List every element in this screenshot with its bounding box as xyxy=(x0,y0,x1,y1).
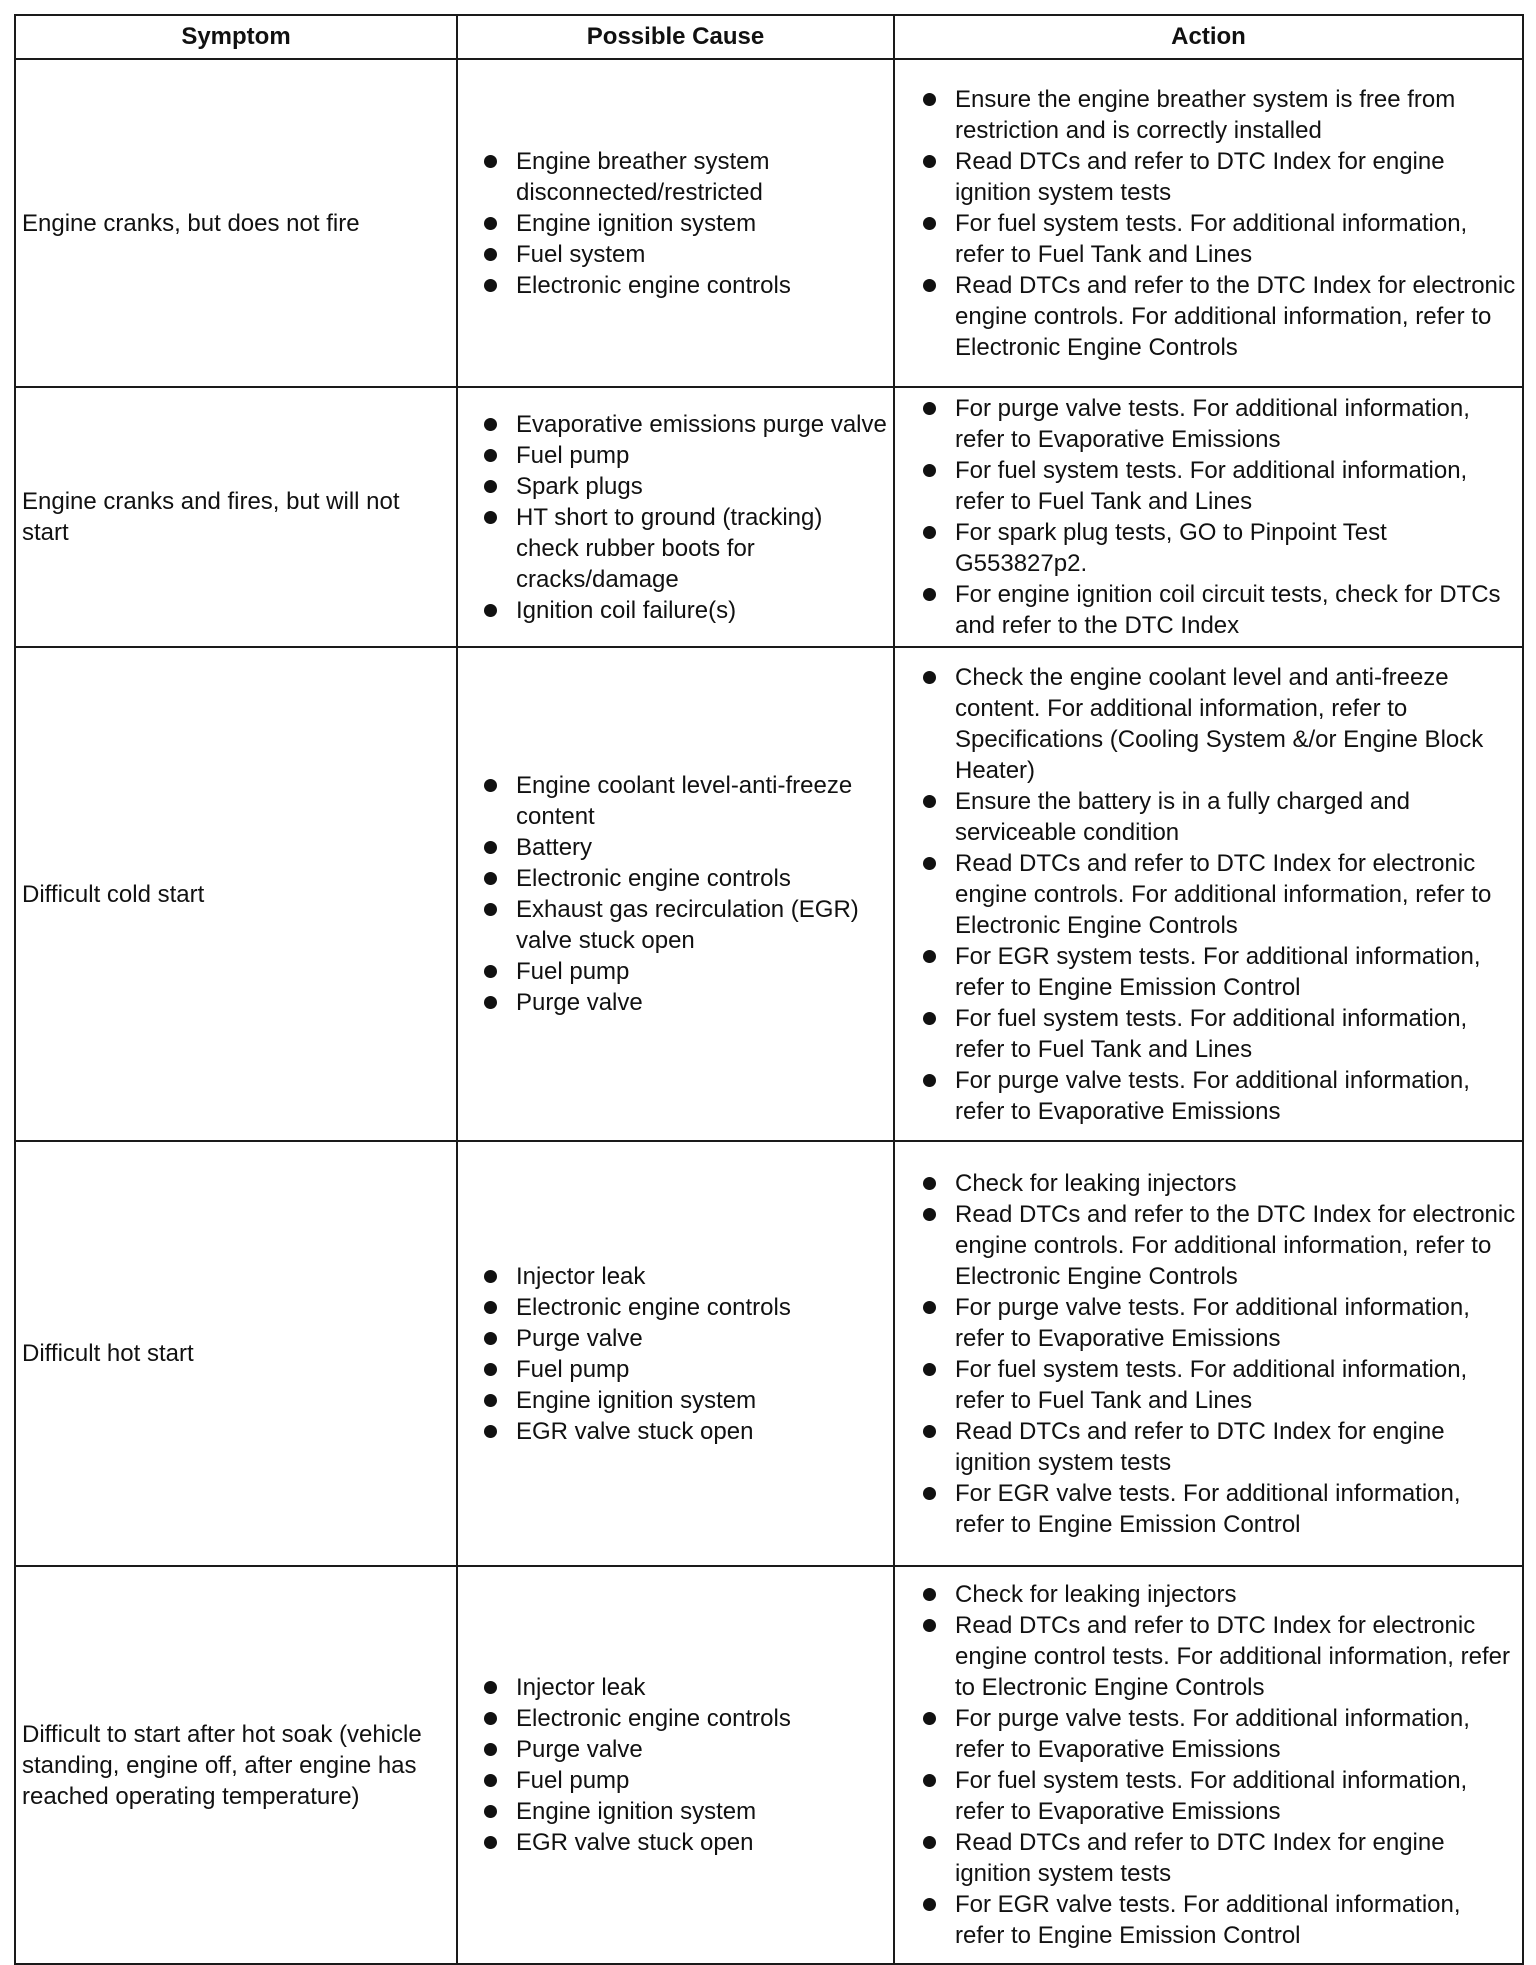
symptom-cell: Engine cranks and fires, but will not start xyxy=(15,387,457,647)
action-text: Read DTCs and refer to the DTC Index for electronic engine controls. For additional information, refer to Electronic Engine Controls xyxy=(955,1200,1516,1290)
action-text: For purge valve tests. For additional information, refer to Evaporative Emissions xyxy=(955,395,1470,453)
bullet-icon xyxy=(923,93,936,106)
action-cell xyxy=(894,1566,1523,1964)
action-text: Ensure the engine breather system is free from restriction and is correctly installed xyxy=(955,85,1456,144)
cause-cell xyxy=(457,1566,894,1964)
cause-text: Engine coolant level-anti-freeze content xyxy=(516,772,853,830)
bullet-icon xyxy=(923,1177,936,1190)
bullet-icon xyxy=(923,155,936,168)
bullet-icon xyxy=(923,1898,936,1911)
action-text: Read DTCs and refer to DTC Index for engine ignition system tests xyxy=(955,147,1445,206)
bullet-icon xyxy=(484,1425,497,1438)
cause-cell xyxy=(457,387,894,647)
bullet-icon xyxy=(484,1805,497,1818)
cause-text: Engine breather system disconnected/restricted xyxy=(516,147,770,206)
action-cell xyxy=(894,647,1523,1141)
cause-text: EGR valve stuck open xyxy=(516,1829,754,1856)
action-list xyxy=(901,393,1516,641)
table-row xyxy=(15,1141,1523,1566)
action-text: Check for leaking injectors xyxy=(955,1581,1237,1608)
cause-cell xyxy=(457,647,894,1141)
cause-text: Engine ignition system xyxy=(516,1386,757,1414)
bullet-icon xyxy=(923,1487,936,1500)
action-text: Ensure the battery is in a fully charged and serviceable condition xyxy=(955,787,1410,846)
action-list xyxy=(901,1579,1516,1951)
symptom-cell: Difficult to start after hot soak (vehicle standing, engine off, after engine has reached operating temperature) xyxy=(15,1566,457,1964)
bullet-icon xyxy=(923,1074,936,1087)
bullet-icon xyxy=(484,1774,497,1787)
cause-text: Purge valve xyxy=(516,1736,643,1763)
bullet-icon xyxy=(484,1332,497,1345)
cause-item xyxy=(464,1672,887,1703)
bullet-icon xyxy=(484,279,497,292)
cause-item xyxy=(464,894,887,956)
action-item xyxy=(901,662,1516,786)
cause-item xyxy=(464,956,887,987)
action-item xyxy=(901,1003,1516,1065)
cause-item xyxy=(464,1354,887,1385)
bullet-icon xyxy=(484,965,497,978)
action-cell xyxy=(894,1141,1523,1566)
cause-text: Spark plugs xyxy=(516,472,643,500)
action-cell xyxy=(894,59,1523,387)
cause-list xyxy=(464,409,887,626)
bullet-icon xyxy=(923,402,936,415)
cause-text: Fuel pump xyxy=(516,1767,630,1794)
action-list xyxy=(901,662,1516,1127)
bullet-icon xyxy=(923,279,936,292)
cause-item xyxy=(464,1416,887,1447)
cause-list xyxy=(464,770,887,1018)
cause-text: Engine ignition system xyxy=(516,1798,757,1825)
cause-item xyxy=(464,502,887,595)
cause-text: Exhaust gas recirculation (EGR) valve stuck open xyxy=(516,896,859,954)
action-item xyxy=(901,517,1516,579)
action-text: For purge valve tests. For additional information, refer to Evaporative Emissions xyxy=(955,1293,1470,1352)
bullet-icon xyxy=(484,1394,497,1407)
bullet-icon xyxy=(923,1012,936,1025)
table-row xyxy=(15,387,1523,647)
symptom-cell: Engine cranks, but does not fire xyxy=(15,59,457,387)
cause-text: Purge valve xyxy=(516,989,643,1016)
bullet-icon xyxy=(484,511,497,524)
action-text: For EGR system tests. For additional information, refer to Engine Emission Control xyxy=(955,942,1481,1001)
bullet-icon xyxy=(923,1425,936,1438)
cause-text: Fuel system xyxy=(516,240,646,268)
cause-item xyxy=(464,1765,887,1796)
action-item xyxy=(901,84,1516,146)
cause-text: Fuel pump xyxy=(516,1355,630,1383)
cause-item xyxy=(464,595,887,626)
action-cell xyxy=(894,387,1523,647)
bullet-icon xyxy=(923,588,936,601)
bullet-icon xyxy=(484,1363,497,1376)
cause-item xyxy=(464,1385,887,1416)
action-item xyxy=(901,1827,1516,1889)
cause-item xyxy=(464,471,887,502)
cause-item xyxy=(464,1292,887,1323)
cause-item xyxy=(464,409,887,440)
bullet-icon xyxy=(923,857,936,870)
cause-cell xyxy=(457,59,894,387)
action-item xyxy=(901,1765,1516,1827)
bullet-icon xyxy=(484,779,497,792)
action-text: For purge valve tests. For additional information, refer to Evaporative Emissions xyxy=(955,1066,1470,1125)
action-item xyxy=(901,579,1516,641)
cause-item xyxy=(464,208,887,239)
header-symptom: Symptom xyxy=(15,15,457,59)
action-text: For fuel system tests. For additional information, refer to Evaporative Emissions xyxy=(955,1767,1468,1825)
bullet-icon xyxy=(923,1363,936,1376)
action-list xyxy=(901,1168,1516,1540)
symptom-cell: Difficult cold start xyxy=(15,647,457,1141)
header-action: Action xyxy=(894,15,1523,59)
cause-text: Electronic engine controls xyxy=(516,271,791,299)
action-item xyxy=(901,1579,1516,1610)
cause-item xyxy=(464,1323,887,1354)
symptom-cell: Difficult hot start xyxy=(15,1141,457,1566)
action-text: Read DTCs and refer to DTC Index for electronic engine controls. For additional information, refer to Electronic Engine Controls xyxy=(955,849,1492,939)
action-text: For engine ignition coil circuit tests, check for DTCs and refer to the DTC Index xyxy=(955,581,1501,639)
cause-text: Fuel pump xyxy=(516,441,630,469)
action-text: For spark plug tests, GO to Pinpoint Test G553827p2. xyxy=(955,519,1387,577)
bullet-icon xyxy=(923,1208,936,1221)
header-row xyxy=(15,15,1523,59)
bullet-icon xyxy=(484,604,497,617)
bullet-icon xyxy=(484,449,497,462)
cause-text: EGR valve stuck open xyxy=(516,1417,754,1445)
bullet-icon xyxy=(923,1301,936,1314)
action-item xyxy=(901,455,1516,517)
action-list xyxy=(901,84,1516,363)
action-item xyxy=(901,146,1516,208)
bullet-icon xyxy=(484,1301,497,1314)
action-item xyxy=(901,786,1516,848)
cause-item xyxy=(464,770,887,832)
cause-text: Injector leak xyxy=(516,1262,646,1290)
cause-text: HT short to ground (tracking) check rubber boots for cracks/damage xyxy=(516,503,823,593)
action-item xyxy=(901,1065,1516,1127)
header-possible-cause: Possible Cause xyxy=(457,15,894,59)
cause-item xyxy=(464,832,887,863)
action-item xyxy=(901,941,1516,1003)
cause-item xyxy=(464,1827,887,1858)
action-item xyxy=(901,1610,1516,1703)
bullet-icon xyxy=(923,526,936,539)
cause-item xyxy=(464,239,887,270)
cause-item xyxy=(464,440,887,471)
table-row xyxy=(15,59,1523,387)
bullet-icon xyxy=(923,464,936,477)
action-text: Read DTCs and refer to DTC Index for electronic engine control tests. For additional information, refer to Electronic Engine Controls xyxy=(955,1612,1510,1701)
action-text: For fuel system tests. For additional information, refer to Fuel Tank and Lines xyxy=(955,1004,1468,1063)
cause-cell xyxy=(457,1141,894,1566)
cause-text: Electronic engine controls xyxy=(516,1705,791,1732)
bullet-icon xyxy=(923,1619,936,1632)
cause-item xyxy=(464,1796,887,1827)
table-row xyxy=(15,647,1523,1141)
bullet-icon xyxy=(484,480,497,493)
cause-item xyxy=(464,146,887,208)
action-text: Read DTCs and refer to DTC Index for engine ignition system tests xyxy=(955,1417,1445,1476)
action-item xyxy=(901,1703,1516,1765)
bullet-icon xyxy=(484,1836,497,1849)
bullet-icon xyxy=(484,248,497,261)
bullet-icon xyxy=(484,1270,497,1283)
action-item xyxy=(901,1889,1516,1951)
action-text: Read DTCs and refer to the DTC Index for electronic engine controls. For additional information, refer to Electronic Engine Controls xyxy=(955,271,1516,361)
action-text: Check the engine coolant level and anti-freeze content. For additional information, refer to Specifications (Cooling System &/or Engine Block Heater) xyxy=(955,663,1484,784)
action-text: For EGR valve tests. For additional information, refer to Engine Emission Control xyxy=(955,1479,1461,1538)
action-text: For purge valve tests. For additional information, refer to Evaporative Emissions xyxy=(955,1705,1470,1763)
bullet-icon xyxy=(923,217,936,230)
cause-list xyxy=(464,1672,887,1858)
bullet-icon xyxy=(923,671,936,684)
cause-item xyxy=(464,987,887,1018)
diagnosis-table xyxy=(14,14,1524,1965)
bullet-icon xyxy=(484,1712,497,1725)
bullet-icon xyxy=(923,950,936,963)
cause-text: Electronic engine controls xyxy=(516,1293,791,1321)
cause-text: Engine ignition system xyxy=(516,209,757,237)
bullet-icon xyxy=(484,903,497,916)
bullet-icon xyxy=(484,872,497,885)
bullet-icon xyxy=(923,1774,936,1787)
action-item xyxy=(901,1292,1516,1354)
action-item xyxy=(901,1168,1516,1199)
cause-list xyxy=(464,1261,887,1447)
bullet-icon xyxy=(484,1681,497,1694)
table-row xyxy=(15,1566,1523,1964)
bullet-icon xyxy=(484,841,497,854)
action-text: For fuel system tests. For additional information, refer to Fuel Tank and Lines xyxy=(955,209,1468,268)
cause-text: Ignition coil failure(s) xyxy=(516,596,737,624)
action-text: For EGR valve tests. For additional information, refer to Engine Emission Control xyxy=(955,1891,1461,1949)
bullet-icon xyxy=(484,155,497,168)
action-text: For fuel system tests. For additional information, refer to Fuel Tank and Lines xyxy=(955,457,1468,515)
cause-text: Purge valve xyxy=(516,1324,643,1352)
bullet-icon xyxy=(484,996,497,1009)
action-item xyxy=(901,1416,1516,1478)
cause-text: Fuel pump xyxy=(516,958,630,985)
action-item xyxy=(901,1478,1516,1540)
cause-text: Evaporative emissions purge valve xyxy=(516,410,887,438)
bullet-icon xyxy=(484,1743,497,1756)
bullet-icon xyxy=(923,1588,936,1601)
bullet-icon xyxy=(484,217,497,230)
table-body xyxy=(15,59,1523,1964)
action-item xyxy=(901,270,1516,363)
cause-item xyxy=(464,1734,887,1765)
bullet-icon xyxy=(923,795,936,808)
cause-text: Injector leak xyxy=(516,1674,646,1701)
cause-item xyxy=(464,1703,887,1734)
action-text: For fuel system tests. For additional information, refer to Fuel Tank and Lines xyxy=(955,1355,1468,1414)
action-item xyxy=(901,393,1516,455)
action-text: Check for leaking injectors xyxy=(955,1169,1237,1197)
cause-item xyxy=(464,1261,887,1292)
action-text: Read DTCs and refer to DTC Index for engine ignition system tests xyxy=(955,1829,1445,1887)
cause-text: Battery xyxy=(516,834,593,861)
cause-list xyxy=(464,146,887,301)
bullet-icon xyxy=(484,418,497,431)
action-item xyxy=(901,1354,1516,1416)
bullet-icon xyxy=(923,1836,936,1849)
bullet-icon xyxy=(923,1712,936,1725)
cause-text: Electronic engine controls xyxy=(516,865,791,892)
action-item xyxy=(901,848,1516,941)
cause-item xyxy=(464,863,887,894)
action-item xyxy=(901,1199,1516,1292)
action-item xyxy=(901,208,1516,270)
cause-item xyxy=(464,270,887,301)
